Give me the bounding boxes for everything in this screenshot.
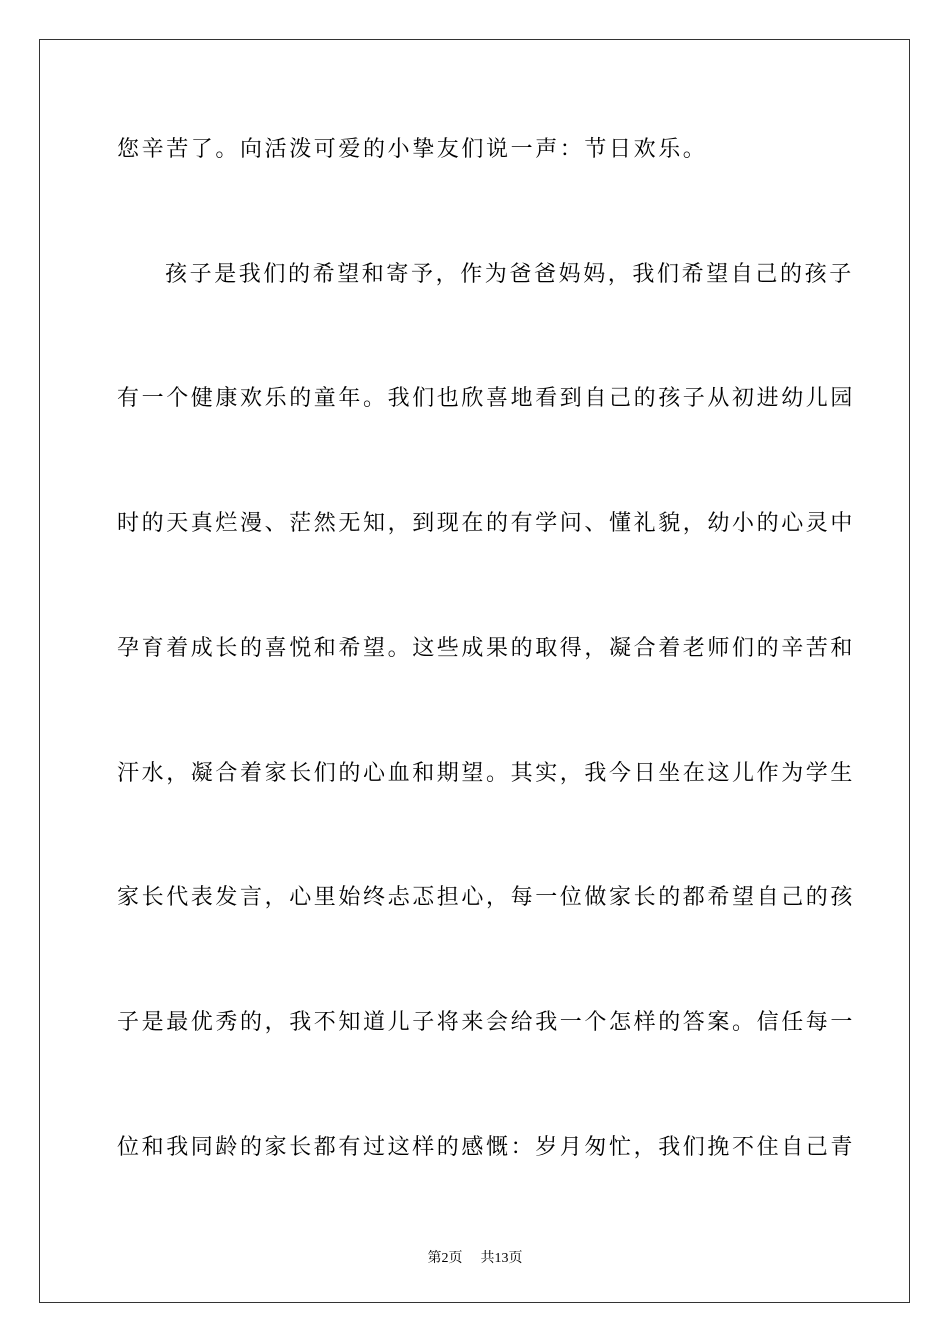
page-total: 共13页: [480, 1251, 523, 1266]
page-frame: [39, 39, 910, 1303]
body-line-2: 孩子是我们的希望和寄予，作为爸爸妈妈，我们希望自己的孩子: [165, 262, 854, 287]
body-line-3: 有一个健康欢乐的童年。我们也欣喜地看到自己的孩子从初进幼儿园: [117, 386, 856, 411]
body-line-7: 家长代表发言，心里始终忐忑担心，每一位做家长的都希望自己的孩: [117, 885, 856, 910]
body-line-8: 子是最优秀的，我不知道儿子将来会给我一个怎样的答案。信任每一: [117, 1010, 856, 1035]
page-footer: [0, 1247, 950, 1267]
body-line-1: 您辛苦了。向活泼可爱的小挚友们说一声：节日欢乐。: [117, 137, 708, 162]
page-number: 第2页: [427, 1251, 463, 1266]
body-line-4: 时的天真烂漫、茫然无知，到现在的有学问、懂礼貌，幼小的心灵中: [117, 511, 856, 536]
body-line-5: 孕育着成长的喜悦和希望。这些成果的取得，凝合着老师们的辛苦和: [117, 636, 856, 661]
body-line-9: 位和我同龄的家长都有过这样的感慨：岁月匆忙，我们挽不住自己青: [117, 1135, 856, 1160]
body-line-6: 汗水，凝合着家长们的心血和期望。其实，我今日坐在这儿作为学生: [117, 761, 856, 786]
